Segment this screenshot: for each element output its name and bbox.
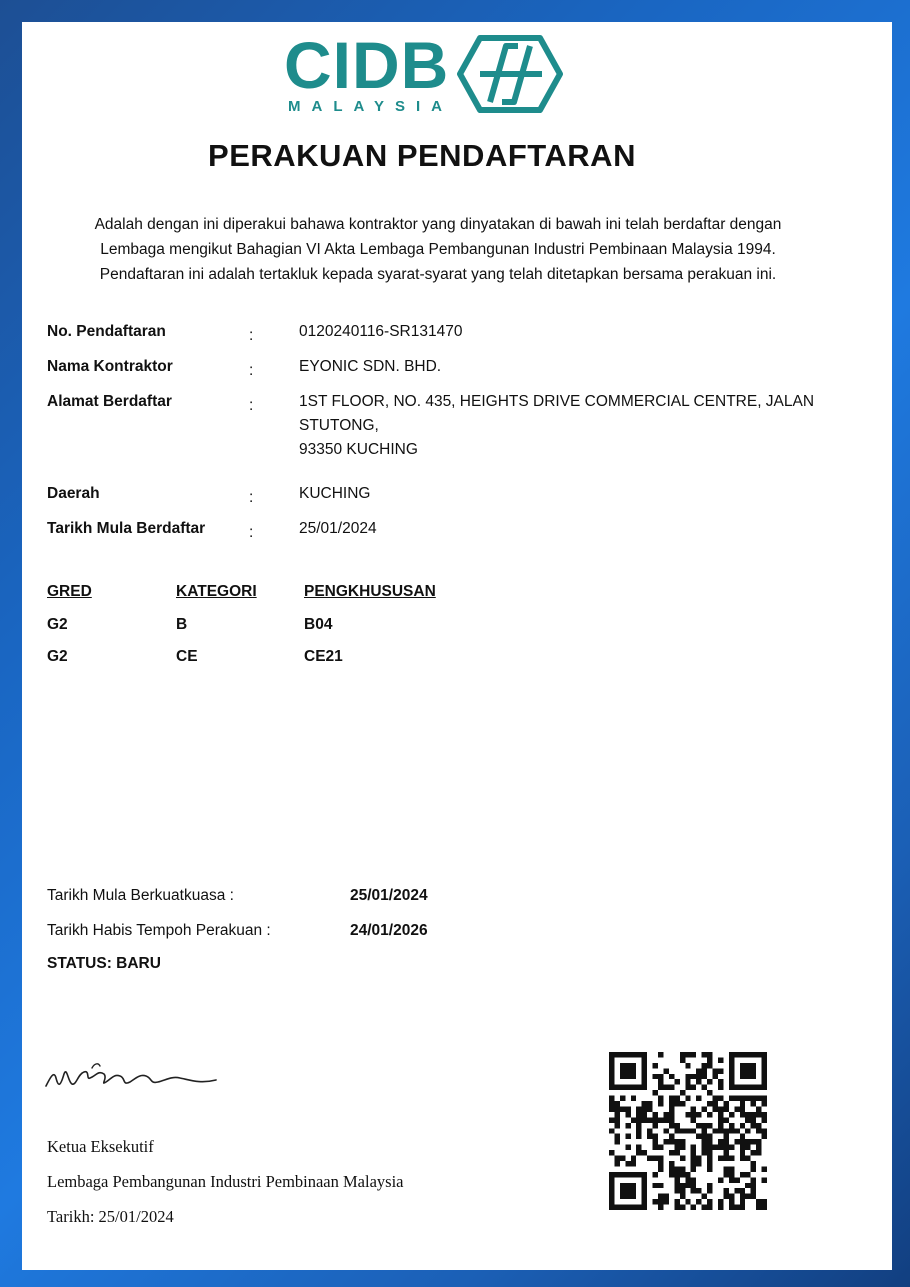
intro-line: Lembaga mengikut Bahagian VI Akta Lembaga Pembangunan Industri Pembinaan Malaysia 1994.: [100, 241, 776, 258]
header-gred: GRED: [47, 583, 92, 600]
cidb-logo: [284, 30, 584, 130]
header-kategori: KATEGORI: [176, 583, 257, 600]
cell-gred: G2: [47, 648, 68, 665]
status-badge: STATUS: BARU: [47, 955, 161, 972]
field-label: No. Pendaftaran: [47, 323, 166, 340]
logo-sub-text: MALAYSIA: [288, 98, 453, 115]
signatory-date: Tarikh: 25/01/2024: [47, 1207, 174, 1226]
field-colon: :: [249, 524, 254, 541]
field-value: 0120240116-SR131470: [299, 323, 463, 340]
signatory-position: Ketua Eksekutif: [47, 1137, 154, 1156]
cell-kategori: B: [176, 616, 188, 633]
signature-image: [40, 1048, 230, 1098]
intro-line: Pendaftaran ini adalah tertakluk kepada syarat-syarat yang telah ditetapkan bersama perakuan ini.: [99, 266, 777, 283]
validity-end-value: 24/01/2026: [350, 922, 428, 939]
field-value: EYONIC SDN. BHD.: [299, 358, 442, 375]
field-value: [299, 390, 879, 462]
cell-kategori: CE: [176, 648, 198, 665]
cell-gred: G2: [47, 616, 68, 633]
field-colon: :: [249, 362, 254, 379]
cell-pengkhususan: CE21: [304, 648, 343, 665]
address-line: 1ST FLOOR, NO. 435, HEIGHTS DRIVE COMMERCIAL CENTRE, JALAN: [299, 393, 815, 410]
field-value: KUCHING: [299, 485, 371, 502]
address-line: STUTONG,: [299, 417, 379, 434]
cidb-hexagon-icon: [456, 34, 564, 114]
field-colon: :: [249, 397, 254, 414]
field-label: Daerah: [47, 485, 100, 502]
logo-main-text: CIDB: [284, 28, 450, 102]
qr-code-icon: [609, 1052, 767, 1210]
field-label: Alamat Berdaftar: [47, 393, 172, 410]
intro-line: Adalah dengan ini diperakui bahawa kontraktor yang dinyatakan di bawah ini telah berdaftar dengan: [94, 216, 782, 233]
address-line: 93350 KUCHING: [299, 441, 418, 458]
validity-end-label: Tarikh Habis Tempoh Perakuan :: [47, 922, 271, 939]
field-colon: :: [249, 489, 254, 506]
intro-paragraph: [48, 212, 828, 287]
signatory-organization: Lembaga Pembangunan Industri Pembinaan Malaysia: [47, 1172, 404, 1191]
field-colon: :: [249, 327, 254, 344]
field-label: Tarikh Mula Berdaftar: [47, 520, 206, 537]
certificate-page: [22, 22, 892, 1270]
header-pengkhususan: PENGKHUSUSAN: [304, 583, 436, 600]
field-label: Nama Kontraktor: [47, 358, 173, 375]
validity-start-value: 25/01/2024: [350, 887, 428, 904]
cell-pengkhususan: B04: [304, 616, 333, 633]
field-value: 25/01/2024: [299, 520, 377, 537]
validity-start-label: Tarikh Mula Berkuatkuasa :: [47, 887, 234, 904]
page-title: PERAKUAN PENDAFTARAN: [208, 138, 636, 173]
